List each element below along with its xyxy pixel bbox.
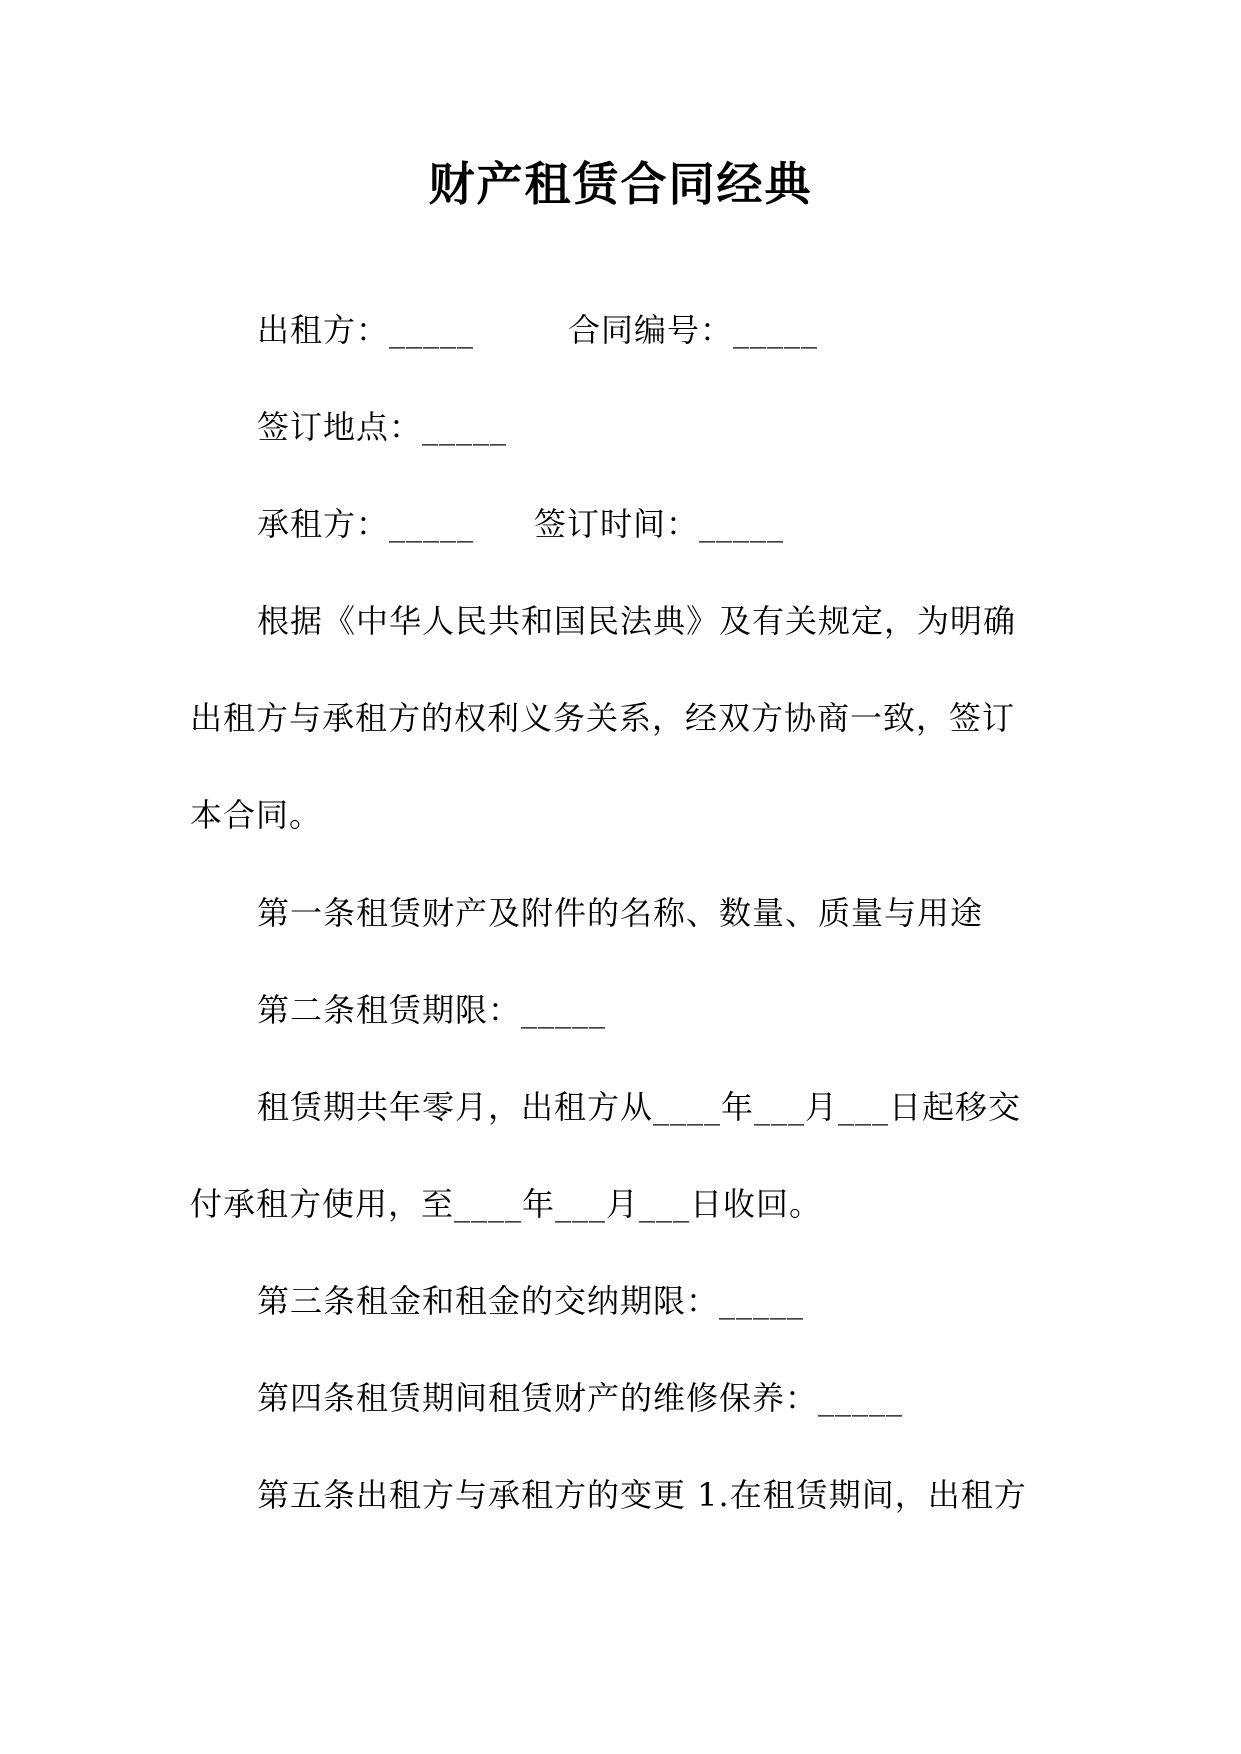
article-1: 第一条租赁财产及附件的名称、数量、质量与用途 (257, 894, 984, 932)
intro-paragraph-line-3: 本合同。 (190, 796, 323, 834)
lessee-field: 承租方：_____ (257, 505, 475, 543)
lease-term-line-1: 租赁期共年零月，出租方从____年___月___日起移交 (257, 1088, 1022, 1126)
article-5: 第五条出租方与承租方的变更 1.在租赁期间，出租方 (257, 1476, 1027, 1514)
document-title: 财产租赁合同经典 (428, 157, 813, 211)
intro-paragraph-line-1: 根据《中华人民共和国民法典》及有关规定，为明确 (257, 602, 1017, 640)
lease-term-line-2: 付承租方使用，至____年___月___日收回。 (190, 1185, 823, 1223)
signing-time-field: 签订时间：_____ (534, 505, 785, 543)
contract-number-field: 合同编号：_____ (568, 311, 819, 349)
article-3: 第三条租金和租金的交纳期限：_____ (257, 1282, 805, 1320)
header-row-lessee-time (257, 502, 784, 546)
intro-paragraph-line-2: 出租方与承租方的权利义务关系，经双方协商一致，签订 (190, 699, 1016, 737)
article-4: 第四条租赁期间租赁财产的维修保养：_____ (257, 1379, 904, 1417)
article-2: 第二条租赁期限：_____ (257, 991, 607, 1029)
header-row-lessor-contract (257, 308, 818, 352)
lessor-field: 出租方：_____ (257, 311, 475, 349)
signing-place-field: 签订地点：_____ (257, 408, 508, 446)
